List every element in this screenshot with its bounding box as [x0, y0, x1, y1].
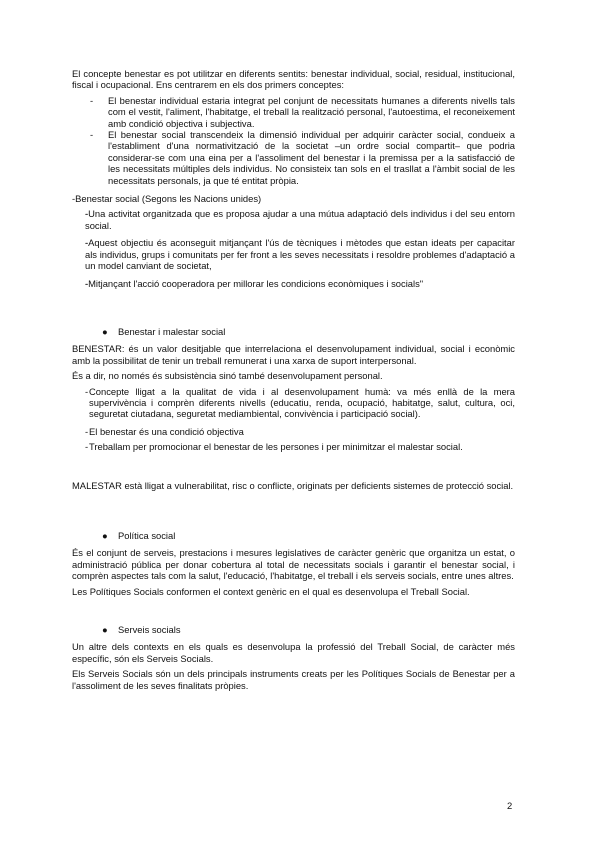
benestar-definition: BENESTAR: és un valor desitjable que interrelaciona el desenvolupament individual, social i econòmic amb la possibilitat de tenir un treball remunerat i una xarxa de suport interpersonal.: [72, 343, 515, 366]
concepts-list: [72, 95, 515, 186]
section-heading-benestar: [72, 326, 515, 337]
section-title: Política social: [118, 529, 176, 541]
bullet-icon: ●: [102, 624, 108, 635]
serveis-instruments: Els Serveis Socials són un dels principals instruments creats per les Polítiques Socials de Benestar per a l'assoliment de les seves finalitats pròpies.: [72, 668, 515, 691]
un-item: - -Mitjançant l'acció cooperadora per millorar les condicions econòmiques i socials": [72, 278, 515, 289]
un-list: [72, 208, 515, 288]
un-heading: -Benestar social (Segons les Nacions unides): [72, 193, 262, 205]
bullet-icon: ●: [102, 529, 108, 541]
bullet-icon: ●: [102, 325, 108, 337]
document-page: [72, 68, 515, 691]
politica-paragraph: És el conjunt de serveis, prestacions i mesures legislatives de caràcter genèric que organitza un estat, o administració pública per donar cobertura al total de necessitats socials i garantir el benestar social, i comprèn aspectes tals com la salut, l'educació, l'habitatge, el treball i els serveis socials, entre unes altres.: [72, 547, 515, 582]
intro-paragraph: El concepte benestar es pot utilitzar en diferents sentits: benestar individual, social, residual, institucional, fiscal i ocupacional. Ens centrarem en els dos primers conceptes:: [72, 68, 515, 91]
malestar-paragraph: MALESTAR està lligat a vulnerabilitat, risc o conflicte, originats per deficients sistemes de protecció social.: [72, 479, 514, 491]
politica-context: Les Polítiques Socials conformen el context genèric en el qual es desenvolupa el Treball Social.: [72, 585, 470, 597]
benestar-clarification: És a dir, no només és subsistència sinó també desenvolupament personal.: [72, 370, 383, 382]
page-number: 2: [507, 800, 513, 811]
concept-individual: - El benestar individual estaria integrat pel conjunt de necessitats humanes a diferents nivells tals com el vestit, l'aliment, l'habitatge, el treball la realització personal, l'autoestima, el reconeixement amb condició objectiva i subjectiva.: [72, 95, 515, 129]
section-heading-politica: [72, 530, 515, 541]
list-item: - Treballam per promocionar el benestar de les persones i per minimitzar el malestar social.: [72, 441, 515, 452]
section-title: Benestar i malestar social: [118, 325, 226, 337]
benestar-list: [72, 386, 515, 453]
serveis-paragraph: Un altre dels contexts en els quals es desenvolupa la professió del Treball Social, de caràcter més específic, són els Serveis Socials.: [72, 641, 515, 664]
section-heading-serveis: [72, 624, 515, 635]
list-item: - Concepte lligat a la qualitat de vida i al desenvolupament humà: va més enllà de la mera supervivència i comprèn diferents nivells (educatiu, renda, ocupació, habitatge, salut, cultura, oci, seguretat ciutadana, seguretat mediambiental, convivència i participació social).: [72, 386, 515, 420]
un-item: - -Una activitat organitzada que es proposa ajudar a una mútua adaptació dels individus i del seu entorn social.: [72, 208, 515, 231]
concept-social: - El benestar social transcendeix la dimensió individual per adquirir caràcter social, condueix a l'establiment d'una normativització de la societat –un ordre social compartit– que podria considerar-se com una eina per a l'assoliment del benestar i la premissa per a la satisfacció de les necessitats múltiples dels individus. No consisteix tan sols en el trasllat a l'àmbit social de les necessitats personals, ja que té entitat pròpia.: [72, 129, 515, 186]
section-title: Serveis socials: [118, 624, 181, 635]
list-item: - El benestar és una condició objectiva: [72, 426, 515, 437]
un-item: - -Aquest objectiu és aconseguit mitjançant l'ús de tècniques i mètodes que estan ideats per capacitar als individus, grups i comunitats per fer front a les seves necessitats i resoldre problemes d'adaptació a un model canviant de societat,: [72, 237, 515, 271]
